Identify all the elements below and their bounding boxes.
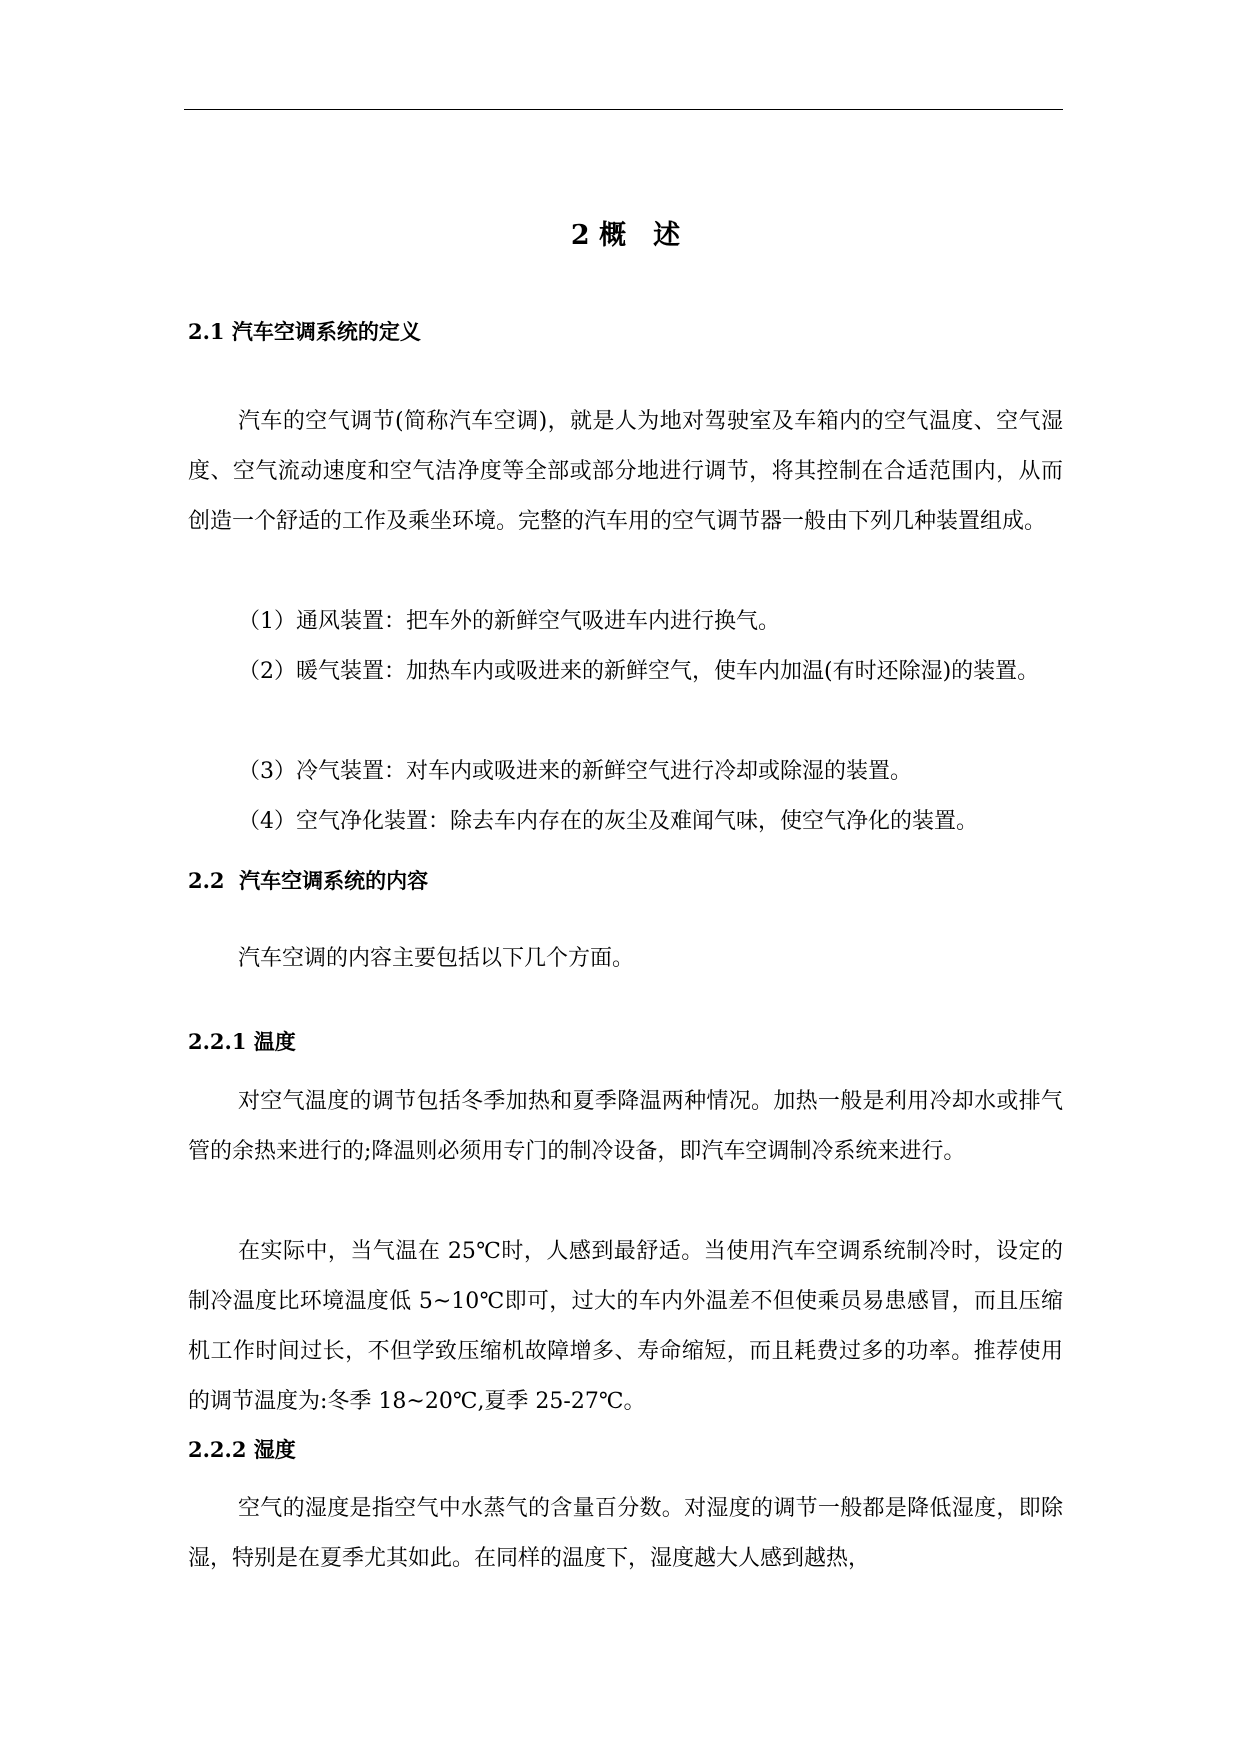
- chapter-title: 2 概 述: [570, 220, 681, 251]
- paragraph-humidity-1: 空气的湿度是指空气中水蒸气的含量百分数。对湿度的调节一般都是降低湿度，即除湿，特别是在夏季尤其如此。在同样的温度下，湿度越大人感到越热，: [188, 1496, 1063, 1571]
- list-item-ventilation: （1）通风装置：把车外的新鲜空气吸进车内进行换气。: [238, 609, 780, 634]
- section-heading-2-2: 2.2 汽车空调系统的内容: [188, 868, 429, 893]
- section-heading-2-1: 2.1 汽车空调系统的定义: [188, 319, 421, 344]
- section-heading-2-2-2: 2.2.2 湿度: [188, 1437, 296, 1462]
- paragraph-2-1-intro: 汽车的空气调节(简称汽车空调)，就是人为地对驾驶室及车箱内的空气温度、空气湿度、空气流动速度和空气洁净度等全部或部分地进行调节，将其控制在合适范围内，从而创造一个舒适的工作及乘坐环境。完整的汽车用的空气调节器一般由下列几种装置组成。: [188, 409, 1063, 534]
- section-heading-2-2-1: 2.2.1 温度: [188, 1029, 296, 1054]
- header-rule: [184, 109, 1063, 110]
- paragraph-temperature-1: 对空气温度的调节包括冬季加热和夏季降温两种情况。加热一般是利用冷却水或排气管的余热来进行的;降温则必须用专门的制冷设备，即汽车空调制冷系统来进行。: [188, 1089, 1063, 1164]
- paragraph-2-2-intro: 汽车空调的内容主要包括以下几个方面。: [238, 946, 635, 971]
- paragraph-temperature-2: 在实际中，当气温在 25℃时，人感到最舒适。当使用汽车空调系统制冷时，设定的制冷温度比环境温度低 5~10℃即可，过大的车内外温差不但使乘员易患感冒，而且压缩机工作时间过长，不但学致压缩机故障增多、寿命缩短，而且耗费过多的功率。推荐使用的调节温度为:冬季 18~20℃,夏季 25-27℃。: [188, 1239, 1063, 1414]
- list-item-heating: （2）暖气装置：加热车内或吸进来的新鲜空气，使车内加温(有时还除湿)的装置。: [238, 659, 1040, 684]
- list-item-cooling: （3）冷气装置：对车内或吸进来的新鲜空气进行冷却或除湿的装置。: [238, 759, 912, 784]
- list-item-purification: （4）空气净化装置：除去车内存在的灰尘及难闻气味，使空气净化的装置。: [238, 809, 978, 834]
